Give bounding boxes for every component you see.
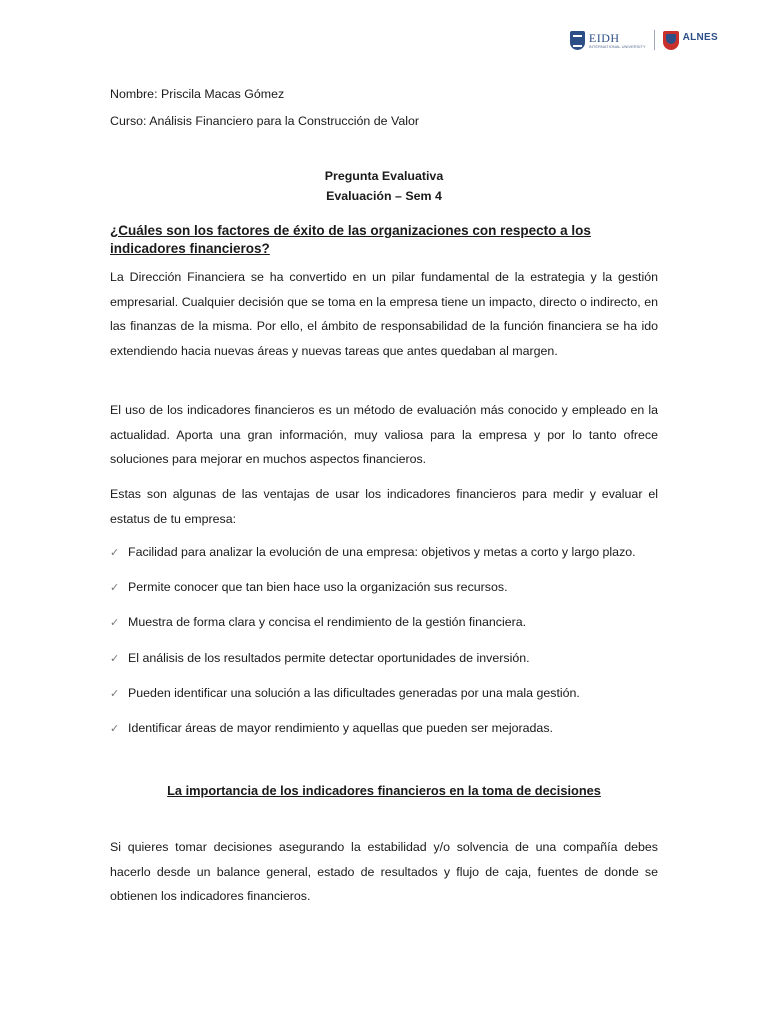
paragraph-3: Estas son algunas de las ventajas de usar los indicadores financieros para medir y evaluar el estatus de tu empresa:: [110, 487, 658, 526]
eidh-logo: [570, 31, 646, 50]
paragraph-1: La Dirección Financiera se ha convertido en un pilar fundamental de la estrategia y la gestión empresarial. Cualquier decisión que se toma en la empresa tiene un impacto, directo o indirecto, en las finanzas de la misma. Por ello, el ámbito de responsabilidad de la función financiera se ha ido extendiendo hacia nuevas áreas y nuevas tareas que antes quedaban al margen.: [110, 270, 658, 358]
bullet-text: Permite conocer que tan bien hace uso la organización sus recursos.: [128, 580, 508, 594]
alnes-logo-name: ALNES: [682, 31, 718, 43]
check-icon: ✓: [110, 687, 120, 700]
check-icon: ✓: [110, 546, 120, 559]
bullet-item: [110, 683, 658, 704]
alnes-shield-icon: [663, 31, 679, 50]
eidh-logo-name: EIDH: [588, 30, 620, 45]
header-logos: [570, 30, 718, 50]
check-icon: ✓: [110, 722, 120, 735]
alnes-logo-subtitle: [683, 44, 718, 48]
title-line-1: Pregunta Evaluativa: [324, 169, 444, 183]
course-name: Curso: Análisis Financiero para la Construcción de Valor: [110, 114, 419, 128]
question-heading: ¿Cuáles son los factores de éxito de las organizaciones con respecto a los indicadores financieros?: [110, 223, 591, 256]
bullet-text: El análisis de los resultados permite detectar oportunidades de inversión.: [128, 651, 530, 665]
student-name: Nombre: Priscila Macas Gómez: [110, 87, 285, 101]
section-paragraph: Si quieres tomar decisiones asegurando la estabilidad y/o solvencia de una compañía debes hacerlo desde un balance general, estado de resultados y flujo de caja, fuentes de donde se obtienen los indicadores financieros.: [110, 840, 658, 904]
section-heading: La importancia de los indicadores financieros en la toma de decisiones: [167, 783, 601, 798]
bullet-text: Muestra de forma clara y concisa el rendimiento de la gestión financiera.: [128, 615, 527, 629]
bullet-item: [110, 612, 658, 633]
check-icon: ✓: [110, 652, 120, 665]
bullet-text: Pueden identificar una solución a las dificultades generadas por una mala gestión.: [128, 686, 580, 700]
check-icon: ✓: [110, 616, 120, 629]
alnes-logo: [663, 31, 718, 50]
eidh-logo-subtitle: INTERNATIONAL UNIVERSITY: [588, 43, 646, 49]
bullet-text: Facilidad para analizar la evolución de una empresa: objetivos y metas a corto y largo plazo.: [128, 545, 636, 559]
document-title: [110, 166, 658, 206]
title-line-2: Evaluación – Sem 4: [326, 189, 442, 203]
bullet-item: [110, 718, 658, 739]
bullet-text: Identificar áreas de mayor rendimiento y aquellas que pueden ser mejoradas.: [128, 721, 553, 735]
bullet-item: [110, 542, 658, 563]
check-icon: ✓: [110, 581, 120, 594]
eidh-shield-icon: [570, 31, 585, 50]
logo-divider: [654, 30, 655, 50]
bullet-item: [110, 577, 658, 598]
bullet-item: [110, 648, 658, 669]
paragraph-2: El uso de los indicadores financieros es un método de evaluación más conocido y empleado en la actualidad. Aporta una gran información, muy valiosa para la empresa y por lo tanto ofrece soluciones para mejorar en muchos aspectos financieros.: [110, 403, 658, 467]
